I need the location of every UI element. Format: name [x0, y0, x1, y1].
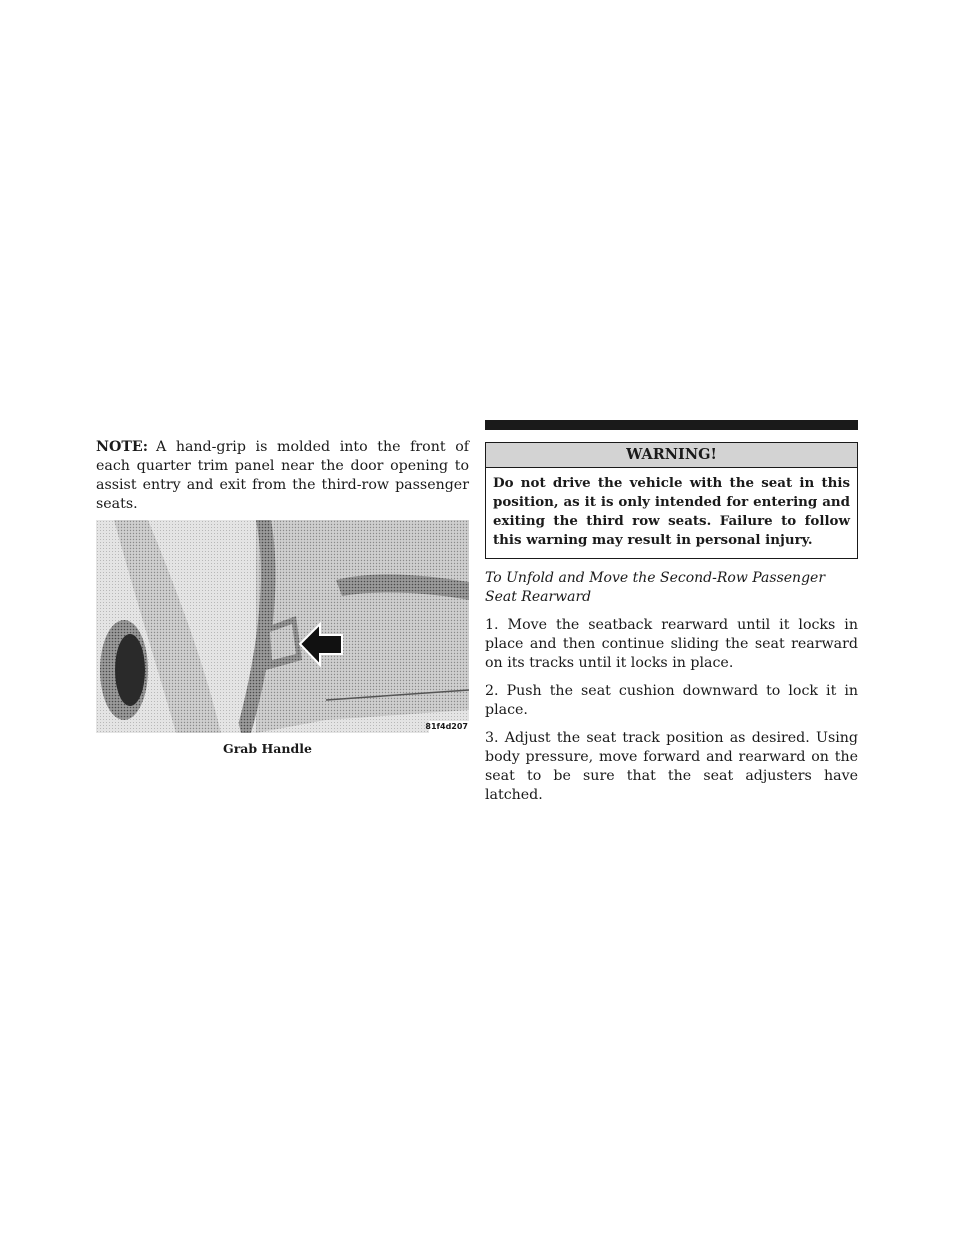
left-column: [96, 438, 469, 756]
subheading: To Unfold and Move the Second-Row Passenger Seat Rearward: [485, 570, 826, 605]
warning-box: [485, 442, 858, 559]
warning-title: WARNING!: [486, 443, 857, 468]
section-rule: [485, 420, 858, 430]
step-1: 1. Move the seatback rearward until it locks in place and then continue sliding the seat rearward on its tracks until it locks in place.: [485, 617, 858, 671]
right-column: [485, 420, 858, 805]
note-paragraph: [96, 438, 469, 514]
note-text: A hand-grip is molded into the front of each quarter trim panel near the door opening to assist entry and exit from the third-row passenger seats.: [96, 439, 469, 512]
figure-caption: Grab Handle: [223, 741, 312, 756]
figure-code: 81f4d207: [425, 722, 468, 731]
note-label: NOTE:: [96, 439, 148, 455]
step-3: 3. Adjust the seat track position as desired. Using body pressure, move forward and rearward on the seat to be sure that the seat adjusters have latched.: [485, 730, 858, 803]
grab-handle-figure: [96, 520, 469, 733]
warning-text: Do not drive the vehicle with the seat in this position, as it is only intended for entering and exiting the third row seats. Failure to follow this warning may result in personal injury.: [493, 475, 850, 548]
step-2: 2. Push the seat cushion downward to lock it in place.: [485, 683, 858, 718]
